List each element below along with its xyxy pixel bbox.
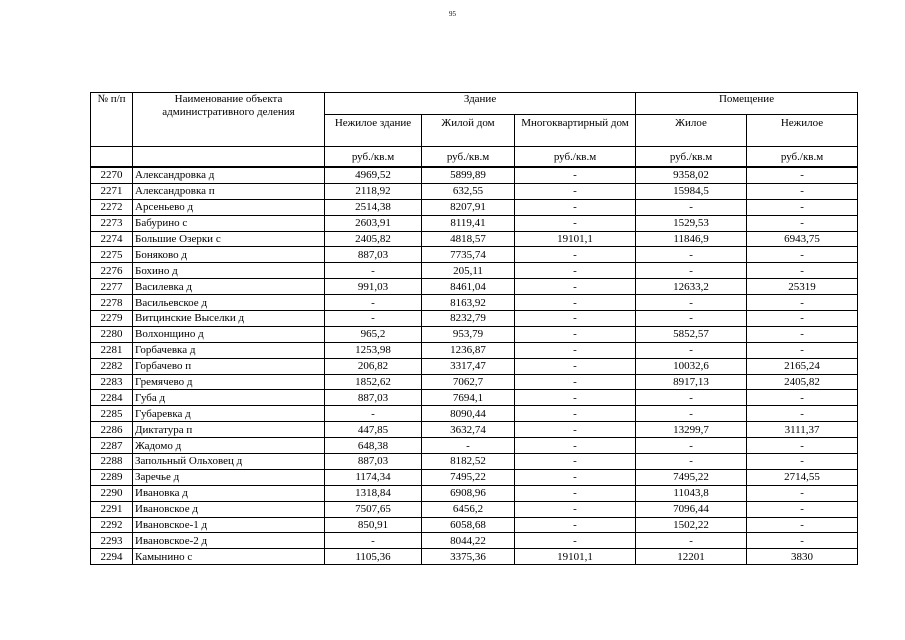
nonres-premises-price: -: [747, 485, 858, 501]
nonres-building-price: 447,85: [325, 422, 422, 438]
object-name: Ивановское-1 д: [133, 517, 325, 533]
nonres-building-price: -: [325, 533, 422, 549]
row-number: 2271: [91, 183, 133, 199]
nonres-premises-price: 25319: [747, 279, 858, 295]
res-premises-price: -: [636, 342, 747, 358]
res-premises-price: 13299,7: [636, 422, 747, 438]
nonres-building-price: 206,82: [325, 358, 422, 374]
res-house-price: 3632,74: [422, 422, 515, 438]
object-name: Васильевское д: [133, 295, 325, 311]
row-number: 2284: [91, 390, 133, 406]
page-number: 95: [449, 10, 456, 18]
table-row: [91, 358, 858, 374]
apartment-building-price: -: [515, 406, 636, 422]
nonres-premises-price: -: [747, 311, 858, 327]
header-unit: руб./кв.м: [747, 147, 858, 168]
nonres-premises-price: -: [747, 247, 858, 263]
row-number: 2285: [91, 406, 133, 422]
header-res-house: Жилой дом: [422, 115, 515, 147]
nonres-building-price: 2118,92: [325, 183, 422, 199]
object-name: Губаревка д: [133, 406, 325, 422]
row-number: 2291: [91, 501, 133, 517]
object-name: Александровка п: [133, 183, 325, 199]
apartment-building-price: 19101,1: [515, 231, 636, 247]
object-name: Запольный Ольховец д: [133, 454, 325, 470]
row-number: 2279: [91, 311, 133, 327]
res-house-price: 3375,36: [422, 549, 515, 565]
row-number: 2274: [91, 231, 133, 247]
apartment-building-price: -: [515, 438, 636, 454]
header-unit: руб./кв.м: [636, 147, 747, 168]
nonres-building-price: 887,03: [325, 454, 422, 470]
table-row: [91, 183, 858, 199]
nonres-premises-price: -: [747, 533, 858, 549]
header-unit-blank-1: [91, 147, 133, 168]
header-apartment-building: Многоквартирный дом: [515, 115, 636, 147]
table-row: [91, 454, 858, 470]
nonres-building-price: 887,03: [325, 247, 422, 263]
res-house-price: 205,11: [422, 263, 515, 279]
res-premises-price: -: [636, 199, 747, 215]
res-premises-price: -: [636, 295, 747, 311]
header-res-premises: Жилое: [636, 115, 747, 147]
object-name: Ивановка д: [133, 485, 325, 501]
row-number: 2270: [91, 167, 133, 183]
row-number: 2281: [91, 342, 133, 358]
nonres-premises-price: 3111,37: [747, 422, 858, 438]
header-unit: руб./кв.м: [422, 147, 515, 168]
object-name: Бабурино с: [133, 215, 325, 231]
nonres-premises-price: -: [747, 517, 858, 533]
res-premises-price: -: [636, 454, 747, 470]
row-number: 2292: [91, 517, 133, 533]
apartment-building-price: -: [515, 167, 636, 183]
res-premises-price: 12201: [636, 549, 747, 565]
nonres-premises-price: 6943,75: [747, 231, 858, 247]
row-number: 2276: [91, 263, 133, 279]
table-row: [91, 438, 858, 454]
header-nonres-building: Нежилое здание: [325, 115, 422, 147]
res-house-price: 7735,74: [422, 247, 515, 263]
res-premises-price: 11846,9: [636, 231, 747, 247]
object-name: Диктатура п: [133, 422, 325, 438]
nonres-premises-price: -: [747, 342, 858, 358]
header-name: Наименование объекта административного деления: [133, 93, 325, 147]
res-house-price: 7495,22: [422, 469, 515, 485]
nonres-premises-price: -: [747, 167, 858, 183]
object-name: Горбачево п: [133, 358, 325, 374]
nonres-building-price: 2603,91: [325, 215, 422, 231]
apartment-building-price: -: [515, 517, 636, 533]
apartment-building-price: -: [515, 183, 636, 199]
object-name: Горбачевка д: [133, 342, 325, 358]
nonres-premises-price: -: [747, 215, 858, 231]
header-unit: руб./кв.м: [515, 147, 636, 168]
res-house-price: 6058,68: [422, 517, 515, 533]
table-row: [91, 390, 858, 406]
nonres-premises-price: -: [747, 454, 858, 470]
object-name: Жадомо д: [133, 438, 325, 454]
table-row: [91, 311, 858, 327]
res-house-price: 5899,89: [422, 167, 515, 183]
nonres-building-price: 887,03: [325, 390, 422, 406]
table-row: [91, 549, 858, 565]
table-row: [91, 374, 858, 390]
object-name: Гремячево д: [133, 374, 325, 390]
row-number: 2289: [91, 469, 133, 485]
object-name: Волхонщино д: [133, 326, 325, 342]
nonres-building-price: 1253,98: [325, 342, 422, 358]
apartment-building-price: -: [515, 533, 636, 549]
apartment-building-price: -: [515, 485, 636, 501]
res-house-price: 8119,41: [422, 215, 515, 231]
row-number: 2286: [91, 422, 133, 438]
apartment-building-price: -: [515, 454, 636, 470]
object-name: Витцинские Выселки д: [133, 311, 325, 327]
res-house-price: 6456,2: [422, 501, 515, 517]
apartment-building-price: -: [515, 295, 636, 311]
header-nonres-premises: Нежилое: [747, 115, 858, 147]
header-num: № п/п: [91, 93, 133, 147]
apartment-building-price: -: [515, 326, 636, 342]
nonres-premises-price: -: [747, 406, 858, 422]
nonres-premises-price: -: [747, 263, 858, 279]
res-premises-price: 7495,22: [636, 469, 747, 485]
nonres-building-price: 965,2: [325, 326, 422, 342]
res-premises-price: -: [636, 311, 747, 327]
object-name: Боняково д: [133, 247, 325, 263]
nonres-premises-price: 2714,55: [747, 469, 858, 485]
res-premises-price: 10032,6: [636, 358, 747, 374]
row-number: 2287: [91, 438, 133, 454]
apartment-building-price: -: [515, 279, 636, 295]
header-premises: Помещение: [636, 93, 858, 115]
object-name: Ивановское-2 д: [133, 533, 325, 549]
row-number: 2290: [91, 485, 133, 501]
nonres-premises-price: -: [747, 183, 858, 199]
table-row: [91, 263, 858, 279]
row-number: 2283: [91, 374, 133, 390]
res-house-price: 8090,44: [422, 406, 515, 422]
table-row: [91, 279, 858, 295]
res-house-price: 6908,96: [422, 485, 515, 501]
table-row: [91, 295, 858, 311]
apartment-building-price: -: [515, 247, 636, 263]
nonres-building-price: 2405,82: [325, 231, 422, 247]
table-row: [91, 501, 858, 517]
nonres-building-price: -: [325, 295, 422, 311]
nonres-building-price: 850,91: [325, 517, 422, 533]
res-house-price: 953,79: [422, 326, 515, 342]
object-name: Губа д: [133, 390, 325, 406]
res-premises-price: 8917,13: [636, 374, 747, 390]
nonres-premises-price: -: [747, 295, 858, 311]
object-name: Ивановское д: [133, 501, 325, 517]
header-unit: руб./кв.м: [325, 147, 422, 168]
table-row: [91, 422, 858, 438]
nonres-premises-price: 3830: [747, 549, 858, 565]
table-row: [91, 167, 858, 183]
res-house-price: 8182,52: [422, 454, 515, 470]
table-row: [91, 533, 858, 549]
nonres-premises-price: 2165,24: [747, 358, 858, 374]
apartment-building-price: -: [515, 358, 636, 374]
table-row: [91, 485, 858, 501]
nonres-building-price: 2514,38: [325, 199, 422, 215]
object-name: Александровка д: [133, 167, 325, 183]
res-premises-price: 9358,02: [636, 167, 747, 183]
res-premises-price: 15984,5: [636, 183, 747, 199]
res-premises-price: 7096,44: [636, 501, 747, 517]
apartment-building-price: -: [515, 501, 636, 517]
object-name: Арсеньево д: [133, 199, 325, 215]
nonres-premises-price: -: [747, 326, 858, 342]
object-name: Бохино д: [133, 263, 325, 279]
res-house-price: 7694,1: [422, 390, 515, 406]
row-number: 2293: [91, 533, 133, 549]
res-house-price: 632,55: [422, 183, 515, 199]
res-premises-price: -: [636, 390, 747, 406]
row-number: 2278: [91, 295, 133, 311]
table-row: [91, 247, 858, 263]
res-house-price: 8207,91: [422, 199, 515, 215]
res-house-price: 3317,47: [422, 358, 515, 374]
row-number: 2280: [91, 326, 133, 342]
res-premises-price: -: [636, 406, 747, 422]
nonres-building-price: 1174,34: [325, 469, 422, 485]
res-house-price: 8044,22: [422, 533, 515, 549]
res-house-price: 4818,57: [422, 231, 515, 247]
res-premises-price: -: [636, 263, 747, 279]
table-row: [91, 406, 858, 422]
nonres-building-price: 1318,84: [325, 485, 422, 501]
object-name: Большие Озерки с: [133, 231, 325, 247]
res-house-price: 1236,87: [422, 342, 515, 358]
apartment-building-price: -: [515, 215, 636, 231]
res-house-price: -: [422, 438, 515, 454]
res-house-price: 8163,92: [422, 295, 515, 311]
object-name: Василевка д: [133, 279, 325, 295]
object-name: Камынино с: [133, 549, 325, 565]
apartment-building-price: -: [515, 374, 636, 390]
header-unit-blank-2: [133, 147, 325, 168]
row-number: 2272: [91, 199, 133, 215]
nonres-premises-price: -: [747, 501, 858, 517]
res-house-price: 8232,79: [422, 311, 515, 327]
apartment-building-price: -: [515, 390, 636, 406]
row-number: 2277: [91, 279, 133, 295]
apartment-building-price: -: [515, 263, 636, 279]
nonres-building-price: 4969,52: [325, 167, 422, 183]
nonres-building-price: 991,03: [325, 279, 422, 295]
apartment-building-price: -: [515, 199, 636, 215]
row-number: 2273: [91, 215, 133, 231]
res-premises-price: 11043,8: [636, 485, 747, 501]
res-premises-price: -: [636, 438, 747, 454]
header-building: Здание: [325, 93, 636, 115]
row-number: 2282: [91, 358, 133, 374]
apartment-building-price: -: [515, 311, 636, 327]
nonres-building-price: 1852,62: [325, 374, 422, 390]
apartment-building-price: -: [515, 422, 636, 438]
table-row: [91, 199, 858, 215]
apartment-building-price: -: [515, 342, 636, 358]
nonres-building-price: 7507,65: [325, 501, 422, 517]
res-house-price: 8461,04: [422, 279, 515, 295]
nonres-premises-price: -: [747, 390, 858, 406]
table-row: [91, 231, 858, 247]
table-body: [91, 167, 858, 565]
nonres-premises-price: -: [747, 199, 858, 215]
table-row: [91, 517, 858, 533]
valuation-table: [90, 92, 858, 565]
table-row: [91, 342, 858, 358]
apartment-building-price: -: [515, 469, 636, 485]
res-premises-price: -: [636, 247, 747, 263]
nonres-building-price: 1105,36: [325, 549, 422, 565]
apartment-building-price: 19101,1: [515, 549, 636, 565]
row-number: 2294: [91, 549, 133, 565]
row-number: 2288: [91, 454, 133, 470]
res-house-price: 7062,7: [422, 374, 515, 390]
row-number: 2275: [91, 247, 133, 263]
table-row: [91, 326, 858, 342]
table-row: [91, 215, 858, 231]
nonres-premises-price: 2405,82: [747, 374, 858, 390]
res-premises-price: 1529,53: [636, 215, 747, 231]
table-row: [91, 469, 858, 485]
res-premises-price: 5852,57: [636, 326, 747, 342]
res-premises-price: -: [636, 533, 747, 549]
res-premises-price: 1502,22: [636, 517, 747, 533]
nonres-building-price: -: [325, 406, 422, 422]
nonres-building-price: 648,38: [325, 438, 422, 454]
object-name: Заречье д: [133, 469, 325, 485]
nonres-building-price: -: [325, 311, 422, 327]
res-premises-price: 12633,2: [636, 279, 747, 295]
nonres-building-price: -: [325, 263, 422, 279]
nonres-premises-price: -: [747, 438, 858, 454]
